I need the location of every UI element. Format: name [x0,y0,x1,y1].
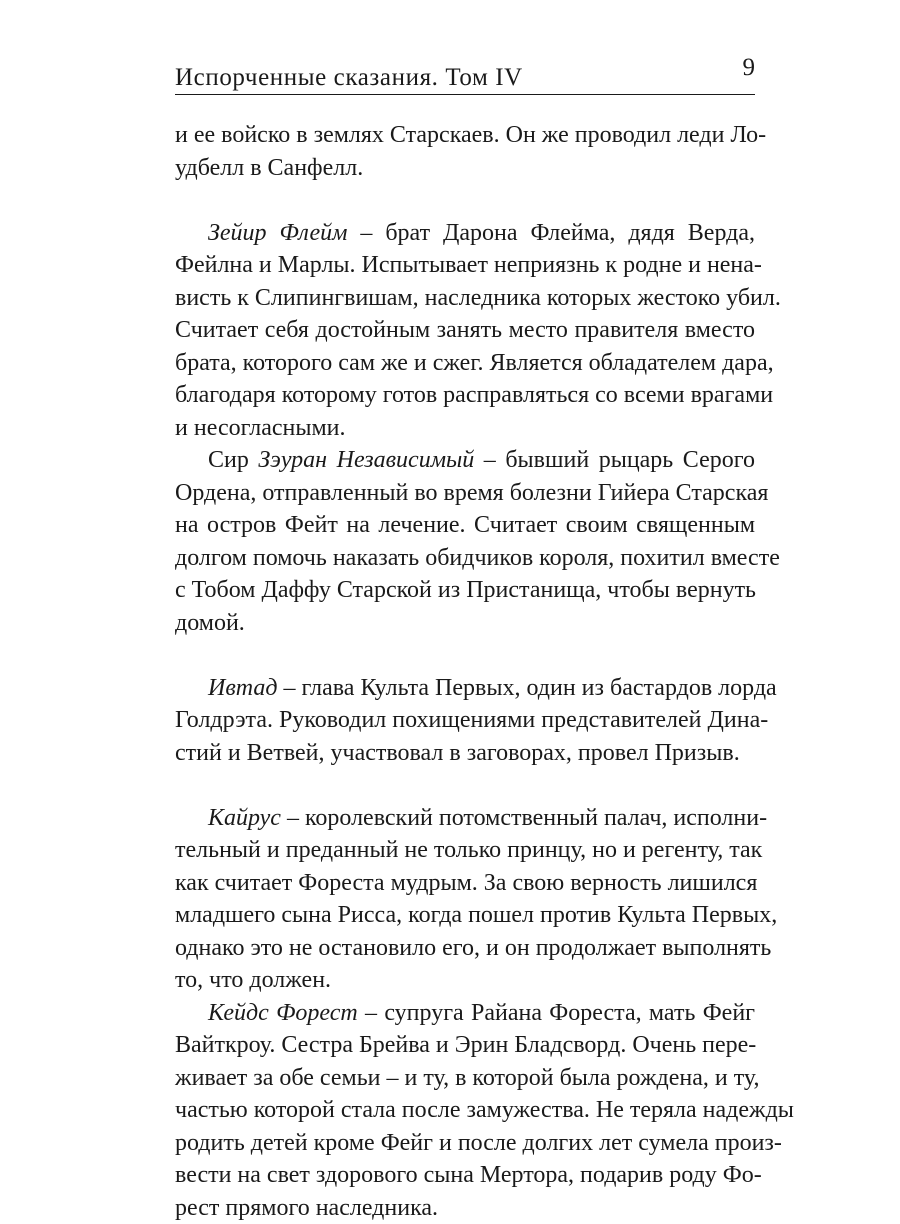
text-line: Голдрэта. Руководил похищениями представителей Дина- [175,704,755,737]
entry-first-line [175,217,755,250]
text-line: Считает себя достойным занять место правителя вместо [175,314,755,347]
entry-first-line [175,444,755,477]
running-header [175,60,755,95]
page-number: 9 [743,54,756,82]
entry-description: – бывший рыцарь Серого [474,447,755,473]
text-line: родить детей кроме Фейг и после долгих лет сумела произ- [175,1127,755,1160]
text-line: вести на свет здорового сына Мертора, подарив роду Фо- [175,1159,755,1192]
text-line: Ордена, отправленный во время болезни Гийера Старская [175,477,755,510]
text-line: висть к Слипингвишам, наследника которых жестоко убил. [175,282,755,315]
text-line: домой. [175,607,755,640]
entry-first-line [175,802,755,835]
entry-description: – супруга Райана Фореста, мать Фейг [358,1000,755,1026]
text-line: стий и Ветвей, участвовал в заговорах, провел Призыв. [175,737,755,770]
text-line: тельный и преданный не только принцу, но и регенту, так [175,834,755,867]
text-line: долгом помочь наказать обидчиков короля, похитил вместе [175,542,755,575]
text-line: рест прямого наследника. [175,1192,755,1224]
paragraph-gap [175,639,755,672]
character-name: Кейдс Форест [208,1000,358,1026]
entry-description: – глава Культа Первых, один из бастардов лорда [278,675,777,701]
text-line: живает за обе семьи – и ту, в которой была рождена, и ту, [175,1062,755,1095]
running-title: Испорченные сказания. Том IV [175,64,523,92]
text-line: удбелл в Санфелл. [175,152,755,185]
text-line: однако это не остановило его, и он продолжает выполнять [175,932,755,965]
text-line: частью которой стала после замужества. Не теряла надежды [175,1094,755,1127]
paragraph-gap [175,184,755,217]
character-name: Зэуран Независимый [258,447,474,473]
text-line: Вайткроу. Сестра Брейва и Эрин Бладсворд. Очень пере- [175,1029,755,1062]
text-line: младшего сына Рисса, когда пошел против Культа Первых, [175,899,755,932]
entry-description: – брат Дарона Флейма, дядя Верда, [347,220,755,246]
text-body [175,119,755,1224]
text-line: брата, которого сам же и сжег. Является обладателем дара, [175,347,755,380]
character-name: Ивтад [208,675,278,701]
entry-prefix: Сир [208,447,258,473]
entry-first-line [175,672,755,705]
text-line: с Тобом Даффу Старской из Пристанища, чтобы вернуть [175,574,755,607]
entry-description: – королевский потомственный палач, исполни- [281,805,767,831]
entry-first-line [175,997,755,1030]
text-line: и несогласными. [175,412,755,445]
text-line: на остров Фейт на лечение. Считает своим священным [175,509,755,542]
character-name: Кайрус [208,805,281,831]
text-line: Фейлна и Марлы. Испытывает неприязнь к родне и нена- [175,249,755,282]
text-line: как считает Фореста мудрым. За свою верность лишился [175,867,755,900]
paragraph-gap [175,769,755,802]
text-line: и ее войско в землях Старскаев. Он же проводил леди Ло- [175,119,755,152]
character-name: Зейир Флейм [208,220,347,246]
text-line: то, что должен. [175,964,755,997]
text-line: благодаря которому готов расправляться со всеми врагами [175,379,755,412]
